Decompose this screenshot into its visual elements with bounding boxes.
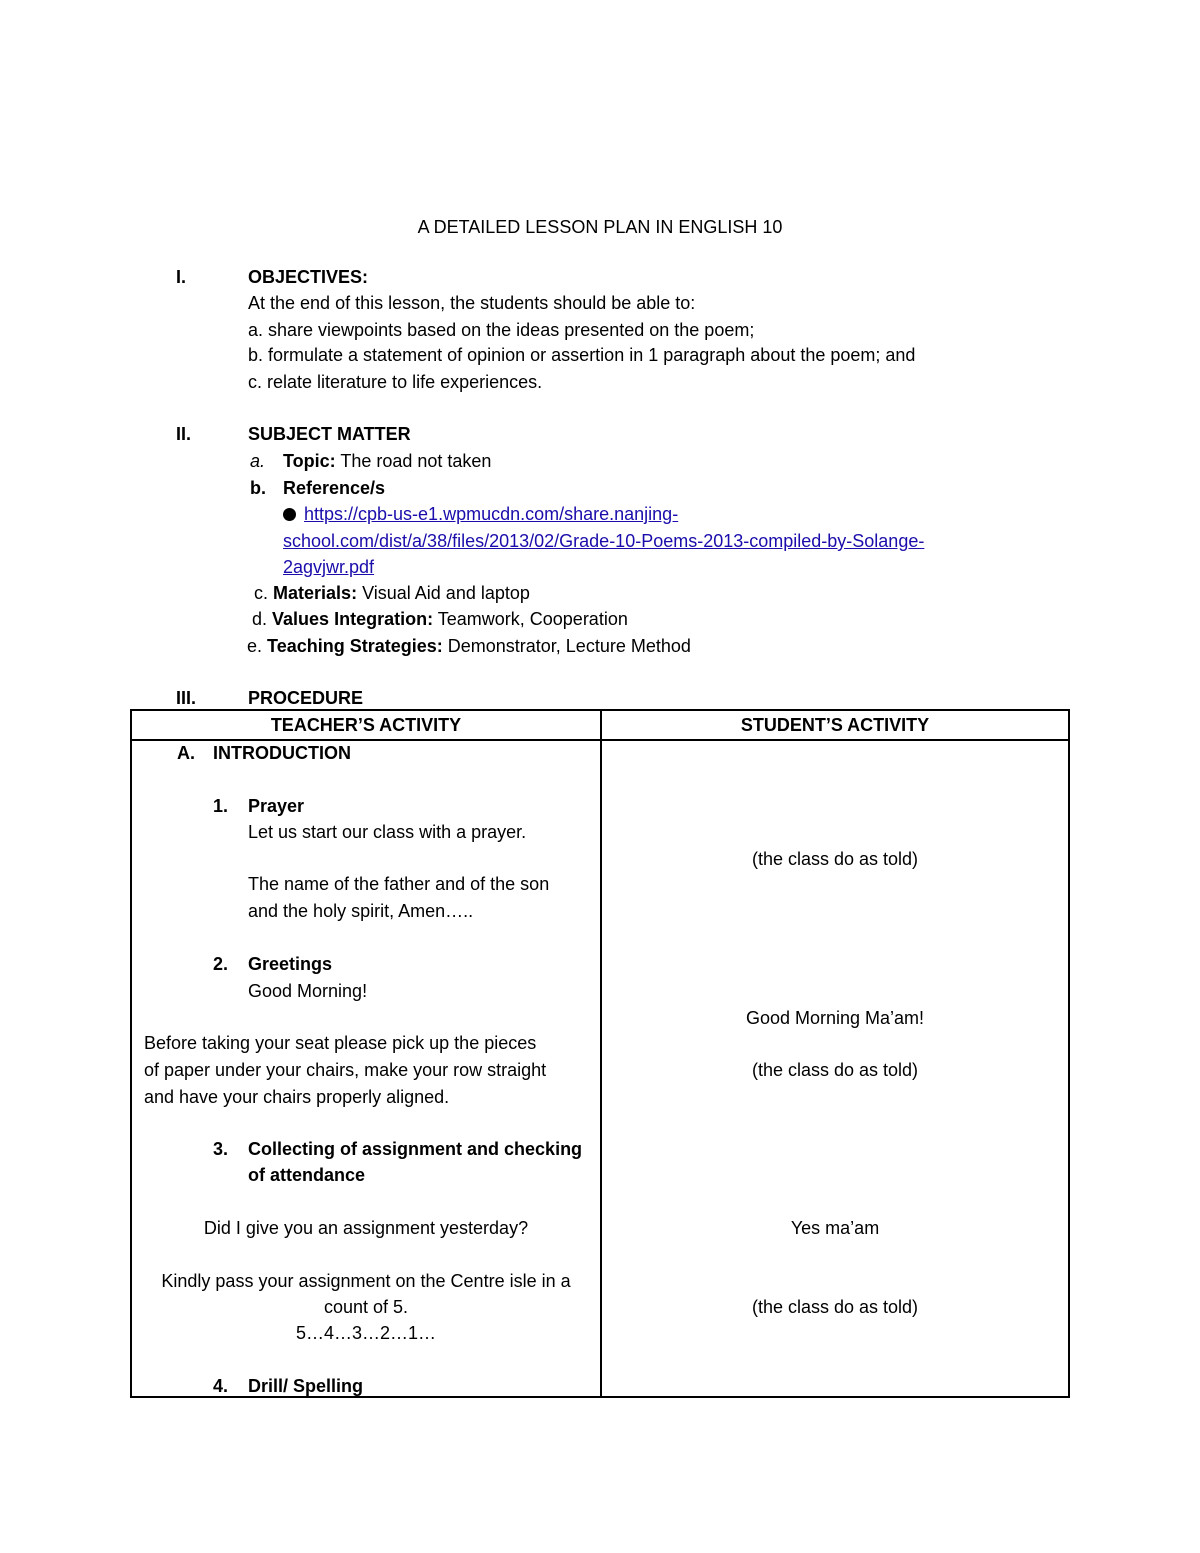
bullet-icon bbox=[283, 508, 296, 521]
prayer-text: Let us start our class with a prayer. bbox=[248, 822, 527, 842]
prayer-heading: Prayer bbox=[248, 796, 305, 816]
reference-link[interactable]: https://cpb-us-e1.wpmucdn.com/share.nanjing- bbox=[304, 504, 679, 524]
reference-letter: b. bbox=[250, 478, 266, 498]
objective-item: a. share viewpoints based on the ideas presented on the poem; bbox=[248, 320, 755, 340]
pass-instruction: count of 5. bbox=[323, 1297, 409, 1317]
reference-link[interactable]: school.com/dist/a/38/files/2013/02/Grade-10-Poems-2013-compiled-by-Solange- bbox=[283, 531, 925, 551]
strategies-letter: e. bbox=[247, 636, 263, 656]
drill-number: 4. bbox=[213, 1376, 229, 1396]
seat-instruction: Before taking your seat please pick up the pieces bbox=[144, 1033, 537, 1053]
values-line bbox=[252, 607, 628, 631]
topic-line bbox=[283, 449, 491, 473]
values-value: Teamwork, Cooperation bbox=[433, 609, 628, 629]
greetings-response: Good Morning Ma’am! bbox=[745, 1008, 925, 1028]
subject-matter-heading: SUBJECT MATTER bbox=[248, 424, 411, 444]
seat-response: (the class do as told) bbox=[751, 1060, 919, 1080]
drill-heading: Drill/ Spelling bbox=[248, 1376, 364, 1396]
materials-line bbox=[254, 581, 530, 605]
prayer-response: (the class do as told) bbox=[751, 849, 919, 869]
objectives-intro: At the end of this lesson, the students should be able to: bbox=[248, 293, 696, 313]
prayer-text: and the holy spirit, Amen….. bbox=[248, 901, 474, 921]
values-letter: d. bbox=[252, 609, 268, 629]
reference-link[interactable]: 2agvjwr.pdf bbox=[283, 557, 375, 577]
procedure-numeral: III. bbox=[176, 688, 197, 708]
objectives-heading: OBJECTIVES: bbox=[248, 267, 369, 287]
table-column-divider bbox=[600, 711, 602, 1396]
strategies-label: Teaching Strategies: bbox=[267, 636, 443, 656]
greetings-text: Good Morning! bbox=[248, 981, 368, 1001]
assignment-question: Did I give you an assignment yesterday? bbox=[203, 1218, 529, 1238]
collect-heading: Collecting of assignment and checking bbox=[248, 1139, 583, 1159]
pass-instruction: Kindly pass your assignment on the Centre isle in a bbox=[161, 1271, 571, 1291]
student-activity-header: STUDENT’S ACTIVITY bbox=[740, 715, 930, 735]
procedure-heading: PROCEDURE bbox=[248, 688, 364, 708]
seat-instruction: and have your chairs properly aligned. bbox=[144, 1087, 450, 1107]
materials-label: Materials: bbox=[273, 583, 358, 603]
topic-label: Topic: bbox=[283, 451, 336, 471]
introduction-letter: A. bbox=[177, 743, 195, 763]
objective-item: b. formulate a statement of opinion or assertion in 1 paragraph about the poem; and bbox=[248, 345, 916, 365]
materials-letter: c. bbox=[254, 583, 269, 603]
subject-matter-numeral: II. bbox=[176, 424, 192, 444]
pass-response: (the class do as told) bbox=[751, 1297, 919, 1317]
topic-letter: a. bbox=[250, 451, 266, 471]
strategies-value: Demonstrator, Lecture Method bbox=[442, 636, 691, 656]
page-title: A DETAILED LESSON PLAN IN ENGLISH 10 bbox=[417, 217, 783, 237]
strategies-line bbox=[247, 634, 691, 658]
greetings-heading: Greetings bbox=[248, 954, 333, 974]
topic-value: The road not taken bbox=[335, 451, 492, 471]
pass-count: 5…4…3…2…1… bbox=[295, 1323, 437, 1343]
collect-heading: of attendance bbox=[248, 1165, 366, 1185]
assignment-response: Yes ma’am bbox=[790, 1218, 880, 1238]
reference-label: Reference/s bbox=[283, 478, 386, 498]
objectives-numeral: I. bbox=[176, 267, 187, 287]
collect-number: 3. bbox=[213, 1139, 229, 1159]
prayer-number: 1. bbox=[213, 796, 229, 816]
materials-value: Visual Aid and laptop bbox=[357, 583, 530, 603]
teacher-activity-header: TEACHER’S ACTIVITY bbox=[270, 715, 462, 735]
objective-item: c. relate literature to life experiences. bbox=[248, 372, 543, 392]
values-label: Values Integration: bbox=[272, 609, 434, 629]
greetings-number: 2. bbox=[213, 954, 229, 974]
prayer-text: The name of the father and of the son bbox=[248, 874, 550, 894]
reference-link-line-1 bbox=[283, 502, 678, 526]
seat-instruction: of paper under your chairs, make your row straight bbox=[144, 1060, 547, 1080]
introduction-heading: INTRODUCTION bbox=[213, 743, 351, 763]
